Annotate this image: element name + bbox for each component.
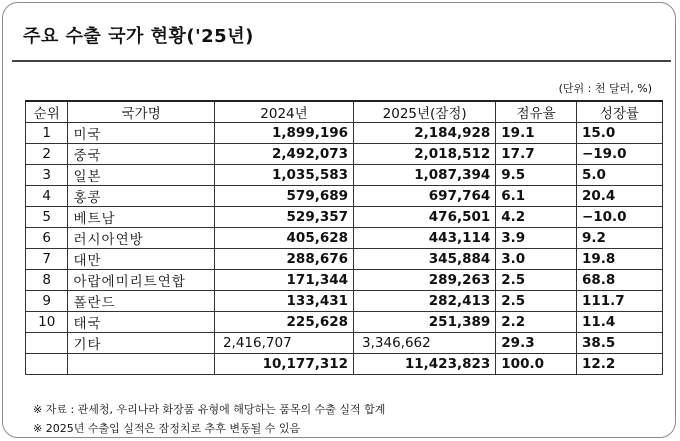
growth-cell: −10.0	[576, 207, 662, 228]
table-row	[26, 228, 663, 249]
title-divider	[12, 60, 671, 62]
rank-cell: 5	[26, 207, 68, 228]
unit-note: (단위 : 천 달러, %)	[558, 82, 652, 95]
growth-cell: 15.0	[576, 123, 662, 144]
country-cell: 러시아연방	[68, 228, 215, 249]
rank-cell	[26, 354, 68, 375]
rank-cell	[26, 333, 68, 354]
share-cell: 17.7	[496, 144, 577, 165]
growth-cell: 5.0	[576, 165, 662, 186]
share-cell: 9.5	[496, 165, 577, 186]
rank-cell: 9	[26, 291, 68, 312]
value-2024-cell: 1,035,583	[214, 165, 353, 186]
total-row	[26, 354, 663, 375]
country-cell: 아랍에미리트연합	[68, 270, 215, 291]
growth-cell: 12.2	[576, 354, 662, 375]
country-cell: 미국	[68, 123, 215, 144]
country-cell: 폴란드	[68, 291, 215, 312]
growth-cell: 38.5	[576, 333, 662, 354]
rank-cell: 4	[26, 186, 68, 207]
share-cell: 29.3	[496, 333, 577, 354]
value-2025-cell: 11,423,823	[354, 354, 496, 375]
country-cell: 대만	[68, 249, 215, 270]
value-2024-cell: 405,628	[214, 228, 353, 249]
value-2024-cell: 133,431	[214, 291, 353, 312]
country-cell: 홍콩	[68, 186, 215, 207]
header-growth: 성장률	[576, 101, 662, 123]
growth-cell: 9.2	[576, 228, 662, 249]
rank-cell: 10	[26, 312, 68, 333]
value-2025-cell: 3,346,662	[354, 333, 496, 354]
header-country: 국가명	[68, 101, 215, 123]
country-cell	[68, 354, 215, 375]
value-2024-cell: 529,357	[214, 207, 353, 228]
footnote-source: ※ 자료 : 관세청, 우리나라 화장품 유형에 해당하는 품목의 수출 실적 합계	[33, 403, 386, 416]
value-2024-cell: 579,689	[214, 186, 353, 207]
rank-cell: 7	[26, 249, 68, 270]
value-2025-cell: 345,884	[354, 249, 496, 270]
value-2024-cell: 10,177,312	[214, 354, 353, 375]
value-2025-cell: 476,501	[354, 207, 496, 228]
table-row	[26, 312, 663, 333]
growth-cell: 68.8	[576, 270, 662, 291]
rank-cell: 3	[26, 165, 68, 186]
country-cell: 중국	[68, 144, 215, 165]
table-body	[26, 123, 663, 375]
growth-cell: 11.4	[576, 312, 662, 333]
value-2025-cell: 282,413	[354, 291, 496, 312]
page-title: 주요 수출 국가 현황('25년)	[23, 26, 254, 47]
table-row	[26, 165, 663, 186]
footnote-provisional: ※ 2025년 수출입 실적은 잠정치로 추후 변동될 수 있음	[33, 422, 301, 435]
header-2024: 2024년	[214, 101, 353, 123]
share-cell: 2.2	[496, 312, 577, 333]
share-cell: 2.5	[496, 270, 577, 291]
value-2024-cell: 288,676	[214, 249, 353, 270]
value-2024-cell: 171,344	[214, 270, 353, 291]
table-row	[26, 249, 663, 270]
table-row	[26, 123, 663, 144]
value-2024-cell: 2,492,073	[214, 144, 353, 165]
table-header-row	[26, 101, 663, 123]
table-row	[26, 186, 663, 207]
value-2025-cell: 289,263	[354, 270, 496, 291]
share-cell: 6.1	[496, 186, 577, 207]
rank-cell: 1	[26, 123, 68, 144]
value-2024-cell: 225,628	[214, 312, 353, 333]
share-cell: 4.2	[496, 207, 577, 228]
export-table	[25, 100, 663, 375]
share-cell: 3.0	[496, 249, 577, 270]
table-row	[26, 207, 663, 228]
value-2025-cell: 2,184,928	[354, 123, 496, 144]
share-cell: 2.5	[496, 291, 577, 312]
header-share: 점유율	[496, 101, 577, 123]
value-2025-cell: 1,087,394	[354, 165, 496, 186]
country-cell: 베트남	[68, 207, 215, 228]
table-row	[26, 291, 663, 312]
value-2025-cell: 2,018,512	[354, 144, 496, 165]
value-2025-cell: 251,389	[354, 312, 496, 333]
value-2024-cell: 1,899,196	[214, 123, 353, 144]
others-row	[26, 333, 663, 354]
country-cell: 태국	[68, 312, 215, 333]
share-cell: 19.1	[496, 123, 577, 144]
country-cell: 일본	[68, 165, 215, 186]
value-2025-cell: 443,114	[354, 228, 496, 249]
growth-cell: 20.4	[576, 186, 662, 207]
rank-cell: 8	[26, 270, 68, 291]
table-row	[26, 270, 663, 291]
rank-cell: 2	[26, 144, 68, 165]
header-rank: 순위	[26, 101, 68, 123]
growth-cell: 19.8	[576, 249, 662, 270]
value-2025-cell: 697,764	[354, 186, 496, 207]
header-2025: 2025년(잠정)	[354, 101, 496, 123]
growth-cell: 111.7	[576, 291, 662, 312]
growth-cell: −19.0	[576, 144, 662, 165]
table-row	[26, 144, 663, 165]
report-card	[2, 2, 676, 438]
share-cell: 100.0	[496, 354, 577, 375]
value-2024-cell: 2,416,707	[214, 333, 353, 354]
country-cell: 기타	[68, 333, 215, 354]
footnotes	[33, 400, 385, 438]
rank-cell: 6	[26, 228, 68, 249]
share-cell: 3.9	[496, 228, 577, 249]
